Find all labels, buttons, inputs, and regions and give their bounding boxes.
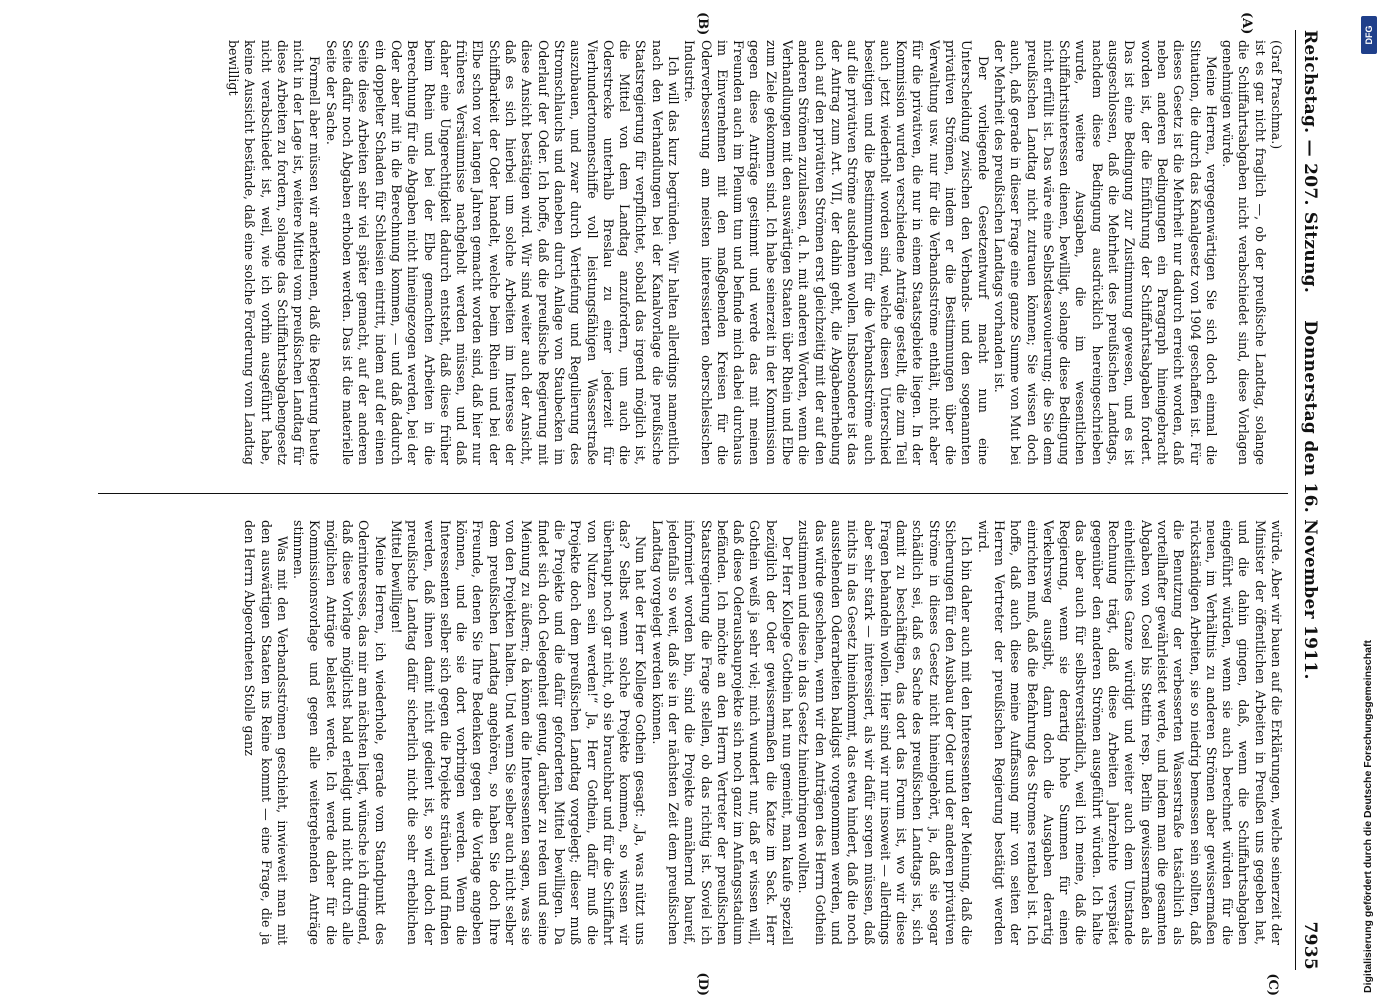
scanned-page — [60, 0, 1350, 1000]
credit-text: Digitalisierung gefördert durch die Deutsche Forschungsgemeinschaft — [1362, 640, 1374, 993]
rotated-page-content — [75, 0, 1350, 1000]
margin-marker-b: (B) — [695, 12, 710, 36]
column-divider — [98, 493, 1288, 494]
paragraph: ist es gar nicht fraglich —, ob der preußische Landtag, solange die Schiffahrtsabgaben nicht verabschiedet sind, diese Vorlagen genehmigen würde. — [1220, 40, 1268, 465]
paragraph: Formell aber müssen wir anerkennen, daß die Regierung heute nicht in der Lage ist, weitere Mittel vom preußischen Landtag für diese Arbeiten zu fordern, solange das Schiffahrtsabgabengesetz nicht verabschiedet ist, weil, wie ich vorhin ausgeführt habe, keine Aussicht bestände, daß eine solche Forderung vom Landtag bewilligt — [226, 40, 323, 465]
speaker-note: (Graf Praschma.) — [1269, 40, 1284, 150]
page-header — [1295, 30, 1322, 970]
logo-label: DFG — [1364, 25, 1374, 45]
paragraph: Meine Herren, vergegenwärtigen Sie sich doch einmal die Situation, die durch das Kanalgesetz von 1904 geschaffen ist. Für dieses Gesetz ist die Mehrheit nur dadurch erreicht worden, daß neben anderen Bedingungen ein Paragraph hineingebracht worden ist, der die Einführung der Schiffahrtsabgaben fordert. Das ist eine Bedingung zur Zustimmung gewesen, und es ist ausgeschlossen, daß die Mehrheit des preußischen Landtags, nachdem diese Bedingung ausdrücklich hereingeschrieben wurde, weitere Ausgaben, die im wesentlichen Schiffahrtsinteressen dienen, bewilligt, solange diese Bedingung nicht erfüllt ist. Das wäre eine Selbstdesavouierung; die Sie dem preußischen Landtag nicht zutrauen können; Sie wissen doch auch, daß gerade in dieser Frage eine ganze Summe von Mut bei der Mehrheit des preußischen Landtags vorhanden ist. — [991, 40, 1219, 465]
header-left: Reichstag. — 207. Sitzung. — [1300, 30, 1320, 294]
paragraph: Der vorliegende Gesetzentwurf macht nun eine Unterscheidung zwischen den Verbands- und den sogenannten privativen Strömen, indem er die Bestimmungen über die Verwaltung usw. nur für die Verbandsströme enthält, nicht aber für die privativen, die nur in einem Staatsgebiete liegen. In der Kommission wurden verschiedene Anträge gestellt, die zum Teil auch jetzt wiederholt worden sind, welche diesen Unterschied beseitigen und die Bestimmungen für die Verbandsströme auch auf die privativen Ströme ausdehnen wollen. Insbesondere ist das der Antrag zum Art. VII, der dahin geht, die Abgabenerhebung auch auf den privativen Strömen erst gleichzeitig mit der auf den anderen Strömen zuzulassen, d. h. mit anderen Worten, wenn die Verhandlungen mit den auswärtigen Staaten über Rhein und Elbe zum Ziele gekommen sind. Ich habe seinerzeit in der Kommission gegen diese Anträge gestimmt und werde das mit meinen Freunden auch im Plenum tun und befinde mich dabei durchaus im Einvernehmen mit den maßgebenden Kreisen für die Oderverbesserung am meisten interessierten oberschlesischen Industrie. — [682, 40, 991, 465]
paragraph: Was mit den Verbandsströmen geschieht, inwieweit man mit den auswärtigen Staaten ins Reine kommt — eine Frage, die ja den Herrn Abgeordneten Stolle ganz — [242, 520, 290, 945]
paragraph: Der Herr Kollege Gothein hat nun gemeint, man kaufe speziell bezüglich der Oder gewissermaßen die Katze im Sack. Herr Gothein weiß ja sehr viel; mich wundert nur, daß er wissen will, daß diese Oderausbauprojekte sich noch ganz im Anfangsstadium befänden. Ich möchte an den Herrn Vertreter der preußischen Staatsregierung die Frage stellen, ob das richtig ist. Soviel ich informiert worden bin, sind die Projekte annähernd baureif, jedenfalls so weit, daß sie in der nächsten Zeit dem preußischen Landtag vorgelegt werden können. — [649, 520, 796, 945]
margin-marker-c: (C) — [1265, 973, 1280, 996]
digitization-credit — [1360, 8, 1380, 998]
text-column-left — [99, 40, 1284, 465]
margin-marker-d: (D) — [695, 972, 710, 996]
page-number: 7935 — [1300, 921, 1320, 970]
header-date: Donnerstag den 16. November 1911. — [1300, 320, 1320, 680]
paragraph: Ich will das kurz begründen. Wir halten allerdings namentlich nach den Verhandlungen bei der Kanalvorlage die preußische Staatsregierung für verpflichtet, sobald das irgend möglich ist, die Mittel von dem Landtag anzufordern, um auch die Oderstrecke unterhalb Breslau zu einer jederzeit für Vierhundertonnenschiffe voll leistungsfähigen Wasserstraße auszubauen, und zwar durch Vertiefung und Regulierung des Stromschlauchs und daneben durch Anlage von Staubecken im Oderlauf der Oder. Ich hoffe, daß die preußische Regierung mit diese Ansicht bestätigen wird. Wir sind weiter auch der Ansicht, daß es sich hierbei um solche Arbeiten im Interesse der Schiffbarkeit der Oder handelt, welche beim Rhein und bei der Elbe schon vor langen Jahren gemacht worden sind, daß hier nur früheres Versäumnisse nachgeholt werden müssen, und daß daher eine Ungerechtigkeit dadurch entsteht, daß diese früher beim Rhein und bei der Elbe gemachten Arbeiten in die Berechnung für die Abgaben nicht hineingezogen werden, bei der Oder aber mit in die Berechnung kommen, — und daß dadurch ein doppelter Schaden für Schlesien eintritt, indem auf der einen Seite diese Arbeiten sehr viel später gemacht, auf der anderen Seite dafür noch Abgaben erhoben werden. Das ist die materielle Seite der Sache. — [323, 40, 682, 465]
paragraph: Meine Herren, ich wiederhole, gerade vom Standpunkt des Oderinteresses, das mir am nächsten liegt, wünsche ich dringend, daß diese Vorlage möglichst bald erledigt und nicht durch alle möglichen Anträge belastet werde. Ich werde daher für die Kommissionsvorlage und gegen alle weitergehenden Anträge stimmen. — [291, 520, 388, 945]
paragraph: Nun hat der Herr Kollege Gothein gesagt: „Ja, was nützt uns das? Selbst wenn solche Projekte kommen, so wissen wir überhaupt noch gar nicht, ob sie brauchbar und für die Schiffahrt von Nutzen sein werden!“ Ja, Herr Gothein, dafür muß die Projekte doch dem preußischen Landtag vorgelegt; dieser muß die Projekte und die dafür geforderten Mittel bewilligen. Da findet sich doch Gelegenheit genug, darüber zu reden und seine Meinung zu äußern; da können die Interessenten sagen, was sie von den Projekten halten. Und wenn Sie selber auch nicht selber dem preußischen Landtag angehören, so haben Sie doch Ihre Freunde, denen Sie Ihre Bedenken gegen die Vorlage angeben können, und die sie dort vorbringen werden. Wenn die Interessenten selber sich gegen die Projekte sträuben und finden werden, daß ihnen damit nicht gedient ist, so wird doch der preußische Landtag dafür sicherlich nicht die sehr erheblichen Mittel bewilligen! — [388, 520, 649, 945]
margin-marker-a: (A) — [1239, 12, 1254, 35]
paragraph: würde. Aber wir bauen auf die Erklärungen, welche seinerzeit der Minister der öffentlichen Arbeiten in Preußen uns gegeben hat, und die dahin gingen, daß, wenn die Schiffahrtsabgaben eingeführt würden, wenn sie auch berechnet würden für die neuen, im Verhältnis zu anderen Strömen aber gewissermaßen rückständigen Arbeiten, sie so niedrig bemessen sein sollten, daß die Benutzung der verbesserten Wasserstraße tatsächlich als vorteilhafter gewährleistet werde, und indem man die gesamten Abgaben von Cosel bis Stettin resp. Berlin gewissermaßen als einheitliches Ganze würdigt und weiter auch dem Umstande Rechnung trägt, daß diese Arbeiten Jahrzehnte verspätet gegenüber den anderen Strömen ausgeführt würden. Ich halte das aber auch für selbstverständlich, weil ich meine, daß die Regierung, wenn sie derartig hohe Summen für einen Verkehrsweg ausgibt, dann doch die Ausgaben derartig einrichten muß, daß die Befahrung des Stromes rentabel ist. Ich hoffe, daß auch diese meine Auffassung mir von seiten der Herren Vertreter der preußischen Regierung bestätigt werden wird. — [975, 520, 1284, 945]
text-column-right — [99, 520, 1284, 945]
paragraph: Ich bin daher auch mit den Interessenten der Meinung, daß die Sicherungen für den Ausbau der Oder und der anderen privativen Ströme in dieses Gesetz nicht hineingehört, ja, daß sie sogar schädlich sei, daß es Sache des preußischen Landtags ist, sich damit zu beschäftigen, das dort das Forum ist, wo wir diese Fragen behandeln wollen. Hier sind wir nur insoweit — allerdings aber sehr stark — interessiert, als wir dafür sorgen müssen, daß nichts in das Gesetz hineinkommt, das etwa hindert, daß die noch ausstehenden Oderarbeiten baldigst vorgenommen werden, und das würde geschehen, wenn wir den Anträgen des Herrn Gothein zustimmen und diese in das Gesetz hineinbringen wollten. — [796, 520, 975, 945]
